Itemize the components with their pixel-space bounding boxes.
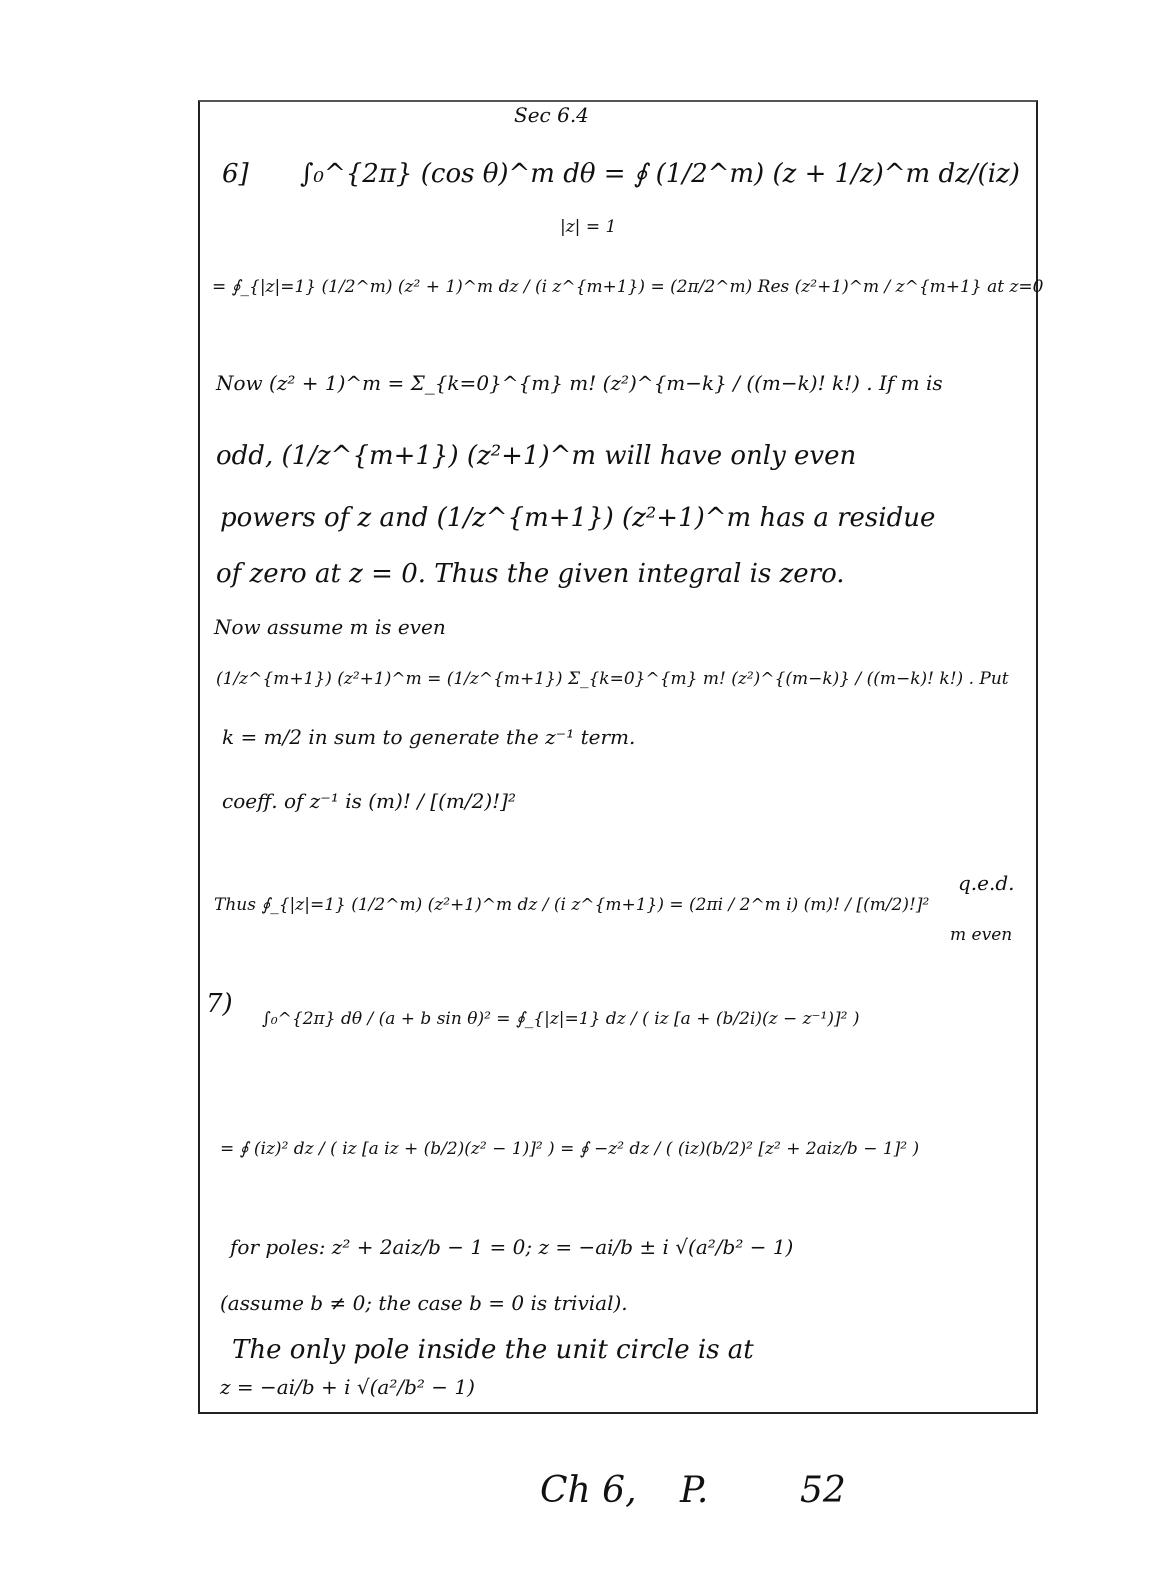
problem-6-line-1-condition: |z| = 1	[560, 217, 617, 237]
problem-6-line-8: (1/z^{m+1}) (z²+1)^m = (1/z^{m+1}) Σ_{k=0}^{m} m! (z²)^{(m−k)} / ((m−k)! k!) . Put	[216, 669, 1009, 689]
problem-6-line-4: odd, (1/z^{m+1}) (z²+1)^m will have only even	[216, 441, 857, 471]
problem-6-line-11: Thus ∮_{|z|=1} (1/2^m) (z²+1)^m dz / (i z^{m+1}) = (2πi / 2^m i) (m)! / [(m/2)!]²	[214, 895, 930, 915]
problem-6-line-9: k = m/2 in sum to generate the z⁻¹ term.	[222, 725, 636, 749]
problem-6-line-3: Now (z² + 1)^m = Σ_{k=0}^{m} m! (z²)^{m−k} / ((m−k)! k!) . If m is	[216, 371, 943, 395]
problem-7-line-1: ∫₀^{2π} dθ / (a + b sin θ)² = ∮_{|z|=1} dz / ( iz [a + (b/2i)(z − z⁻¹)]² )	[262, 1009, 860, 1029]
section-heading: Sec 6.4	[514, 103, 589, 127]
problem-7-line-6: z = −ai/b + i √(a²/b² − 1)	[220, 1375, 475, 1399]
qed-mark: q.e.d.	[958, 871, 1015, 895]
footer-chapter: Ch 6,	[540, 1470, 637, 1511]
problem-6-line-6: of zero at z = 0. Thus the given integral is zero.	[216, 559, 845, 589]
footer-page-prefix: P.	[680, 1470, 709, 1511]
problem-7-line-5: The only pole inside the unit circle is at	[232, 1335, 754, 1365]
problem-7-line-4: (assume b ≠ 0; the case b = 0 is trivial).	[220, 1291, 628, 1315]
qed-note: m even	[950, 925, 1013, 945]
problem-7-line-3: for poles: z² + 2aiz/b − 1 = 0; z = −ai/b ± i √(a²/b² − 1)	[230, 1235, 794, 1259]
problem-6-line-1: ∫₀^{2π} (cos θ)^m dθ = ∮ (1/2^m) (z + 1/z)^m dz/(iz)	[300, 159, 1020, 189]
problem-6-line-5: powers of z and (1/z^{m+1}) (z²+1)^m has a residue	[220, 503, 936, 533]
problem-6-line-10: coeff. of z⁻¹ is (m)! / [(m/2)!]²	[222, 789, 517, 813]
problem-7-line-2: = ∮ (iz)² dz / ( iz [a iz + (b/2)(z² − 1)]² ) = ∮ −z² dz / ( (iz)(b/2)² [z² + 2aiz/b − 1]² )	[220, 1139, 920, 1159]
problem-6-label: 6]	[222, 159, 249, 189]
problem-6-line-2: = ∮_{|z|=1} (1/2^m) (z² + 1)^m dz / (i z^{m+1}) = (2π/2^m) Res (z²+1)^m / z^{m+1} at z=0	[212, 277, 1044, 297]
problem-6-line-7: Now assume m is even	[214, 615, 446, 639]
problem-7-label: 7)	[206, 989, 233, 1019]
footer-page-number: 52	[800, 1470, 846, 1511]
